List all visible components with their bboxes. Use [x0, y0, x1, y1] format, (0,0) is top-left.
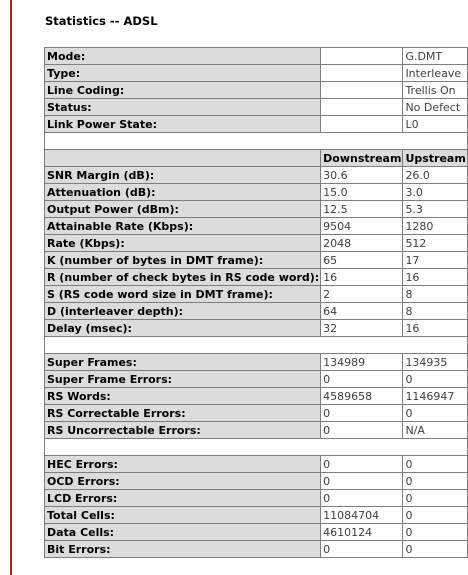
stat-row-link-power-state — [45, 116, 468, 133]
upstream-value: 17 — [403, 252, 467, 269]
row-label: K (number of bytes in DMT frame): — [45, 252, 321, 269]
upstream-value: 0 — [403, 541, 467, 558]
stat-row-mode — [45, 48, 468, 65]
stat-row-super-frames — [45, 354, 468, 371]
downstream-value: 9504 — [321, 218, 403, 235]
upstream-value: 8 — [403, 286, 467, 303]
section-spacer — [45, 337, 468, 354]
row-label: Super Frame Errors: — [45, 371, 321, 388]
row-label: Output Power (dBm): — [45, 201, 321, 218]
page-title: Statistics -- ADSL — [45, 14, 158, 28]
downstream-value: 4589658 — [321, 388, 403, 405]
stat-row-line-coding — [45, 82, 468, 99]
row-label: Attenuation (dB): — [45, 184, 321, 201]
row-label: RS Correctable Errors: — [45, 405, 321, 422]
stat-row-bit-errors — [45, 541, 468, 558]
upstream-value: N/A — [403, 422, 467, 439]
upstream-value: 0 — [403, 371, 467, 388]
column-header-downstream: Downstream — [321, 150, 403, 167]
row-label: SNR Margin (dB): — [45, 167, 321, 184]
stat-row-data-cells — [45, 524, 468, 541]
stat-row-rate — [45, 235, 468, 252]
stat-row-r — [45, 269, 468, 286]
row-label: Super Frames: — [45, 354, 321, 371]
row-label: Status: — [45, 99, 321, 116]
stat-row-k — [45, 252, 468, 269]
stat-row-ocd-errors — [45, 473, 468, 490]
upstream-value: 134935 — [403, 354, 467, 371]
row-empty-cell — [321, 99, 403, 116]
row-value: Trellis On — [403, 82, 467, 99]
row-empty-cell — [321, 65, 403, 82]
row-label: S (RS code word size in DMT frame): — [45, 286, 321, 303]
upstream-value: 1280 — [403, 218, 467, 235]
row-label: R (number of check bytes in RS code word): — [45, 269, 321, 286]
row-label: HEC Errors: — [45, 456, 321, 473]
row-label: Line Coding: — [45, 82, 321, 99]
downstream-value: 0 — [321, 541, 403, 558]
downstream-value: 0 — [321, 405, 403, 422]
row-empty-cell — [321, 48, 403, 65]
section-spacer — [45, 439, 468, 456]
upstream-value: 3.0 — [403, 184, 467, 201]
row-label: OCD Errors: — [45, 473, 321, 490]
downstream-value: 134989 — [321, 354, 403, 371]
upstream-value: 0 — [403, 490, 467, 507]
column-header-row — [45, 150, 468, 167]
row-value: L0 — [403, 116, 467, 133]
row-value: No Defect — [403, 99, 467, 116]
row-label: Data Cells: — [45, 524, 321, 541]
row-empty-cell — [321, 82, 403, 99]
downstream-value: 0 — [321, 490, 403, 507]
column-header-blank — [45, 150, 321, 167]
downstream-value: 0 — [321, 456, 403, 473]
stat-row-d — [45, 303, 468, 320]
downstream-value: 0 — [321, 371, 403, 388]
stat-row-status — [45, 99, 468, 116]
left-border-rule — [10, 0, 12, 575]
column-header-upstream: Upstream — [403, 150, 467, 167]
stat-row-snr-margin — [45, 167, 468, 184]
upstream-value: 0 — [403, 405, 467, 422]
downstream-value: 12.5 — [321, 201, 403, 218]
stat-row-s — [45, 286, 468, 303]
downstream-value: 16 — [321, 269, 403, 286]
row-label: Total Cells: — [45, 507, 321, 524]
upstream-value: 512 — [403, 235, 467, 252]
stat-row-super-frame-errors — [45, 371, 468, 388]
downstream-value: 32 — [321, 320, 403, 337]
downstream-value: 15.0 — [321, 184, 403, 201]
stat-row-rs-correctable-errors — [45, 405, 468, 422]
stat-row-hec-errors — [45, 456, 468, 473]
upstream-value: 0 — [403, 507, 467, 524]
upstream-value: 8 — [403, 303, 467, 320]
row-label: D (interleaver depth): — [45, 303, 321, 320]
stat-row-lcd-errors — [45, 490, 468, 507]
stat-row-type — [45, 65, 468, 82]
downstream-value: 2 — [321, 286, 403, 303]
stat-row-rs-words — [45, 388, 468, 405]
upstream-value: 5.3 — [403, 201, 467, 218]
upstream-value: 0 — [403, 456, 467, 473]
row-label: RS Uncorrectable Errors: — [45, 422, 321, 439]
upstream-value: 16 — [403, 320, 467, 337]
row-label: Mode: — [45, 48, 321, 65]
upstream-value: 26.0 — [403, 167, 467, 184]
upstream-value: 16 — [403, 269, 467, 286]
row-label: Bit Errors: — [45, 541, 321, 558]
downstream-value: 0 — [321, 473, 403, 490]
row-empty-cell — [321, 116, 403, 133]
row-label: Rate (Kbps): — [45, 235, 321, 252]
stat-row-delay — [45, 320, 468, 337]
downstream-value: 4610124 — [321, 524, 403, 541]
stat-row-output-power — [45, 201, 468, 218]
stat-row-attenuation — [45, 184, 468, 201]
downstream-value: 11084704 — [321, 507, 403, 524]
row-label: Link Power State: — [45, 116, 321, 133]
row-label: Delay (msec): — [45, 320, 321, 337]
downstream-value: 2048 — [321, 235, 403, 252]
downstream-value: 65 — [321, 252, 403, 269]
stat-row-attainable-rate — [45, 218, 468, 235]
row-value: G.DMT — [403, 48, 467, 65]
row-label: LCD Errors: — [45, 490, 321, 507]
stat-row-rs-uncorrectable-errors — [45, 422, 468, 439]
row-label: RS Words: — [45, 388, 321, 405]
row-label: Type: — [45, 65, 321, 82]
stat-row-total-cells — [45, 507, 468, 524]
upstream-value: 1146947 — [403, 388, 467, 405]
upstream-value: 0 — [403, 473, 467, 490]
downstream-value: 30.6 — [321, 167, 403, 184]
row-label: Attainable Rate (Kbps): — [45, 218, 321, 235]
downstream-value: 64 — [321, 303, 403, 320]
section-spacer — [45, 133, 468, 150]
upstream-value: 0 — [403, 524, 467, 541]
adsl-statistics-table — [44, 47, 468, 558]
downstream-value: 0 — [321, 422, 403, 439]
row-value: Interleave — [403, 65, 467, 82]
